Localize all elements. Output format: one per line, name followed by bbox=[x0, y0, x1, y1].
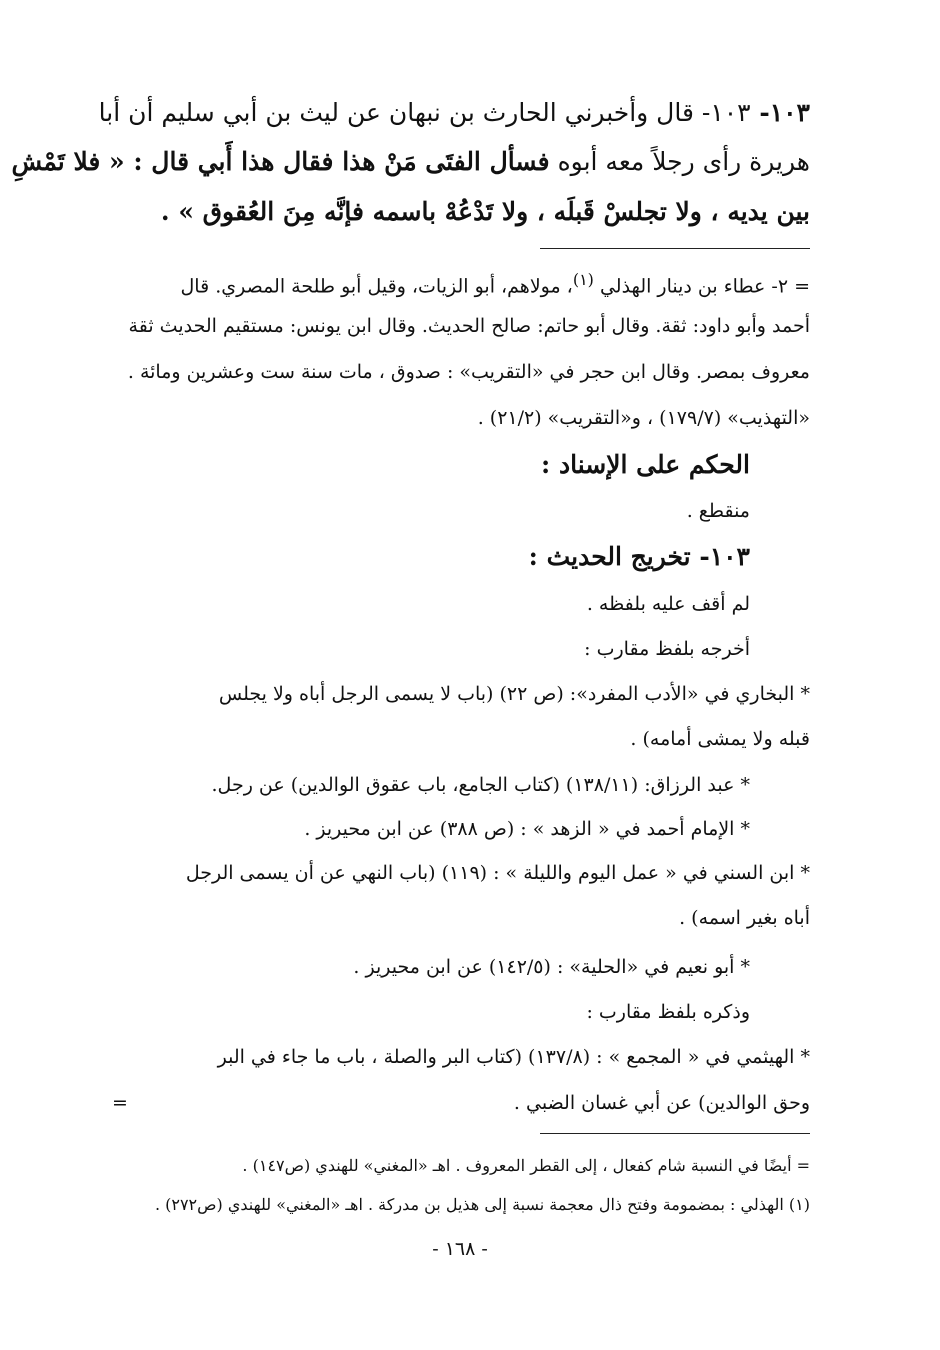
bio-note-line-2: أحمد وأبو داود: ثقة. وقال أبو حاتم: صالح الحديث. وقال ابن يونس: مستقيم الحديث ثقة bbox=[128, 315, 810, 337]
source-bukhari-1: * البخاري في «الأدب المفرد»: (ص ٢٢) (باب لا يسمى الرجل أباه ولا يجلس bbox=[218, 683, 810, 705]
footnote-ref: (١) bbox=[572, 270, 594, 289]
separator-top bbox=[540, 248, 810, 249]
source-bukhari-2: قبله ولا يمشى أمامه) . bbox=[630, 728, 810, 750]
source-abu-nuaym: * أبو نعيم في «الحلية» : (١٤٢/٥) عن ابن محيريز . bbox=[353, 956, 750, 978]
bio-note-line-4: «التهذيب» (١٧٩/٧) ، و«التقريب» (٢١/٢) . bbox=[477, 407, 810, 429]
bio-note-text-1b: ، مولاهم، أبو الزيات، وقيل أبو طلحة المصري. قال bbox=[180, 275, 573, 298]
source-ibn-sunni-1: * ابن السني في « عمل اليوم والليلة » : (١١٩) (باب النهي عن أن يسمى الرجل bbox=[185, 862, 810, 884]
hadith-line-1 bbox=[99, 98, 810, 127]
footnote-line-2: (١) الهذلي : بمضمومة وفتح ذال معجمة نسبة إلى هذيل بن مدركة . اهـ «المغني» للهندي (ص٢٧٢) . bbox=[154, 1195, 810, 1214]
hadith-number: ١٠٣- bbox=[750, 98, 810, 127]
source-abdulrazzaq: * عبد الرزاق: (١٣٨/١١) (كتاب الجامع، باب عقوق الوالدين) عن رجل. bbox=[211, 774, 750, 796]
bio-note-line-1 bbox=[180, 270, 810, 297]
ruling-heading: الحكم على الإسناد : bbox=[541, 450, 750, 479]
continuation-mark: = bbox=[112, 1092, 128, 1114]
separator-bottom bbox=[540, 1133, 810, 1134]
page-number: - ١٦٨ - bbox=[432, 1238, 488, 1260]
takhrij-heading: ١٠٣- تخريج الحديث : bbox=[528, 542, 750, 571]
source-haythami-2: وحق الوالدين) عن أبي غسان الضبي . bbox=[513, 1092, 810, 1114]
takhrij-line-2: أخرجه بلفظ مقارب : bbox=[584, 638, 750, 660]
hadith-text-2-bold: فسأل الفتَى مَنْ هذا فقال هذا أَبي قال : « فلا تَمْشِ bbox=[11, 147, 550, 176]
hadith-line-2 bbox=[11, 147, 810, 176]
source-haythami-1: * الهيثمي في « المجمع » : (١٣٧/٨) (كتاب البر والصلة ، باب ما جاء في البر bbox=[217, 1046, 810, 1068]
source-ibn-sunni-2: أباه بغير اسمه) . bbox=[679, 907, 810, 929]
hadith-text-2-plain: هريرة رأى رجلاً معه أبوه bbox=[549, 147, 810, 176]
bio-note-line-3: معروف بمصر. وقال ابن حجر في «التقريب» : صدوق ، مات سنة ست وعشرين ومائة . bbox=[127, 361, 810, 383]
takhrij-dhikr: وذكره بلفظ مقارب : bbox=[586, 1001, 750, 1023]
bio-note-text-1a: = ٢- عطاء بن دينار الهذلي bbox=[593, 275, 810, 298]
source-ahmad: * الإمام أحمد في « الزهد » : (ص ٣٨٨) عن ابن محيريز . bbox=[304, 818, 750, 840]
footnote-line-1: = أيضًا في النسبة شام كفعال ، إلى القطر المعروف . اهـ «المغني» للهندي (ص١٤٧) . bbox=[242, 1156, 810, 1175]
hadith-line-3: بين يديه ، ولا تجلسْ قَبلَه ، ولا تَدْعُهْ باسمه فإنَّه مِنَ العُقوق » . bbox=[160, 197, 810, 226]
takhrij-line-1: لم أقف عليه بلفظه . bbox=[586, 593, 750, 615]
hadith-text-1: ١٠٣- قال وأخبرني الحارث بن نبهان عن ليث بن أبي سليم أن أبا bbox=[98, 98, 751, 127]
ruling-text: منقطع . bbox=[686, 500, 750, 522]
